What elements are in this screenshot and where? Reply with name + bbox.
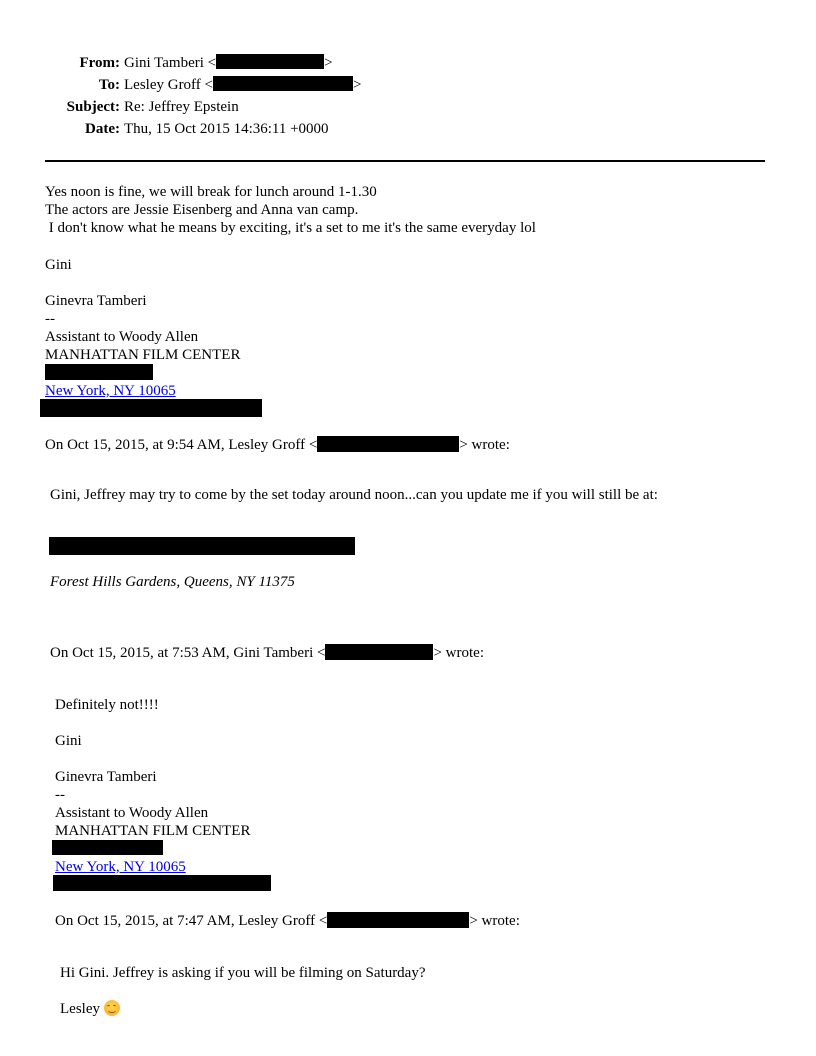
redacted-email xyxy=(317,436,459,452)
signature-dash: -- xyxy=(45,311,55,327)
quote-intro-suffix: > wrote: xyxy=(433,645,484,661)
message-line-2: The actors are Jessie Eisenberg and Anna van camp. xyxy=(45,202,359,218)
subject-row xyxy=(0,98,816,116)
quote3-body: Hi Gini. Jeffrey is asking if you will be filming on Saturday? xyxy=(60,965,426,981)
quote-intro-suffix: > wrote: xyxy=(469,913,520,929)
signature-name: Ginevra Tamberi xyxy=(45,293,147,309)
redacted-address xyxy=(45,364,153,380)
quote-intro-suffix: > wrote: xyxy=(459,437,510,453)
signoff-name: Lesley xyxy=(60,1001,100,1017)
to-label: To: xyxy=(98,77,120,93)
quote-intro-3 xyxy=(55,912,520,930)
to-close: > xyxy=(353,77,362,93)
message-line-3: I don't know what he means by exciting, it's a set to me it's the same everyday lol xyxy=(45,220,536,236)
to-value xyxy=(124,76,361,94)
quote-intro-text: On Oct 15, 2015, at 7:53 AM, Gini Tamberi < xyxy=(50,645,326,661)
quote2-body: Definitely not!!!! xyxy=(55,697,159,713)
quote2-signature-company: MANHATTAN FILM CENTER xyxy=(55,823,251,839)
redacted-email xyxy=(327,912,469,928)
redacted-email xyxy=(216,54,324,69)
header-divider xyxy=(45,160,765,162)
redacted-email xyxy=(213,76,353,91)
redacted-address xyxy=(52,840,163,855)
redacted-phone xyxy=(53,875,271,891)
from-value xyxy=(124,54,333,72)
date-value: Thu, 15 Oct 2015 14:36:11 +0000 xyxy=(124,121,329,137)
to-row xyxy=(0,76,816,94)
quote2-signature-name: Ginevra Tamberi xyxy=(55,769,157,785)
quote2-signature-title: Assistant to Woody Allen xyxy=(55,805,209,821)
quote-intro-1 xyxy=(45,436,510,454)
city-link[interactable]: New York, NY 10065 xyxy=(45,383,176,399)
quote-intro-text: On Oct 15, 2015, at 9:54 AM, Lesley Groff < xyxy=(45,437,318,453)
date-row xyxy=(0,120,816,138)
from-name: Gini Tamberi < xyxy=(124,55,217,71)
from-close: > xyxy=(324,55,333,71)
quote1-body: Gini, Jeffrey may try to come by the set today around noon...can you update me if you will still be at: xyxy=(50,487,658,503)
signature-city xyxy=(45,382,176,400)
subject-value: Re: Jeffrey Epstein xyxy=(124,99,239,115)
redacted-street xyxy=(49,537,355,555)
from-row xyxy=(0,54,816,72)
date-label: Date: xyxy=(85,121,120,137)
signoff: Gini xyxy=(45,257,72,273)
message-line-1: Yes noon is fine, we will break for lunch around 1-1.30 xyxy=(45,184,377,200)
quote2-signature-dash: -- xyxy=(55,787,65,803)
signature-company: MANHATTAN FILM CENTER xyxy=(45,347,241,363)
signature-title: Assistant to Woody Allen xyxy=(45,329,199,345)
quote2-signature-city xyxy=(55,858,186,876)
smiling-face-icon xyxy=(104,1000,120,1016)
quote1-address: Forest Hills Gardens, Queens, NY 11375 xyxy=(50,574,295,590)
quote-intro-text: On Oct 15, 2015, at 7:47 AM, Lesley Groff < xyxy=(55,913,328,929)
to-name: Lesley Groff < xyxy=(124,77,213,93)
quote-intro-2 xyxy=(50,644,484,662)
redacted-email xyxy=(325,644,433,660)
subject-label: Subject: xyxy=(66,99,120,115)
city-link[interactable]: New York, NY 10065 xyxy=(55,859,186,875)
quote3-signoff xyxy=(60,1000,120,1018)
quote2-signoff: Gini xyxy=(55,733,82,749)
from-label: From: xyxy=(79,55,120,71)
redacted-phone xyxy=(40,399,262,417)
